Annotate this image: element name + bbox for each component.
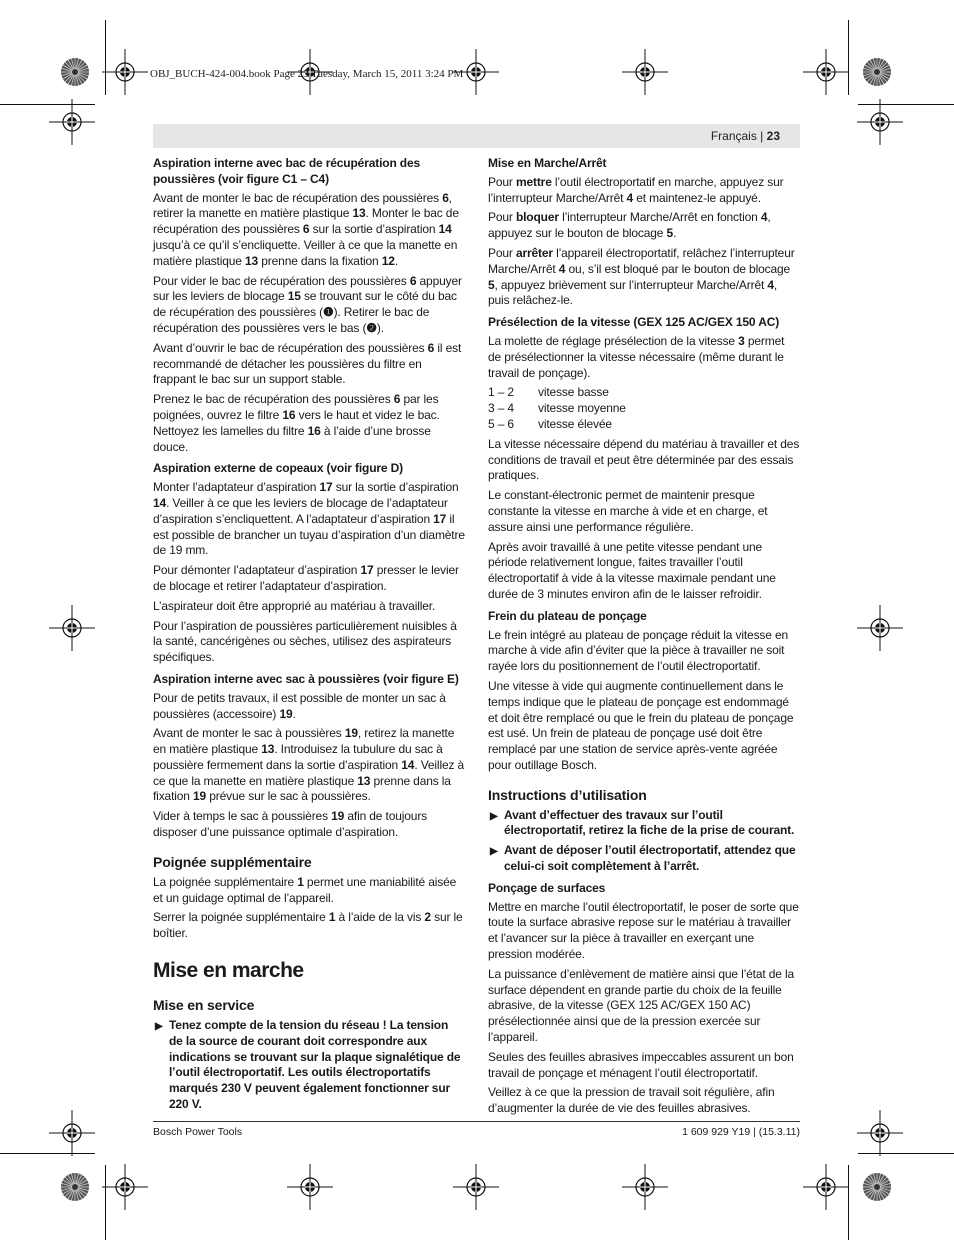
crop-line <box>858 104 954 105</box>
paragraph: Seules des feuilles abrasives impeccables assurent un bon travail de ponçage et ménagent l’outil électroportatif. <box>488 1049 794 1080</box>
text-run: , retirez la manette en matière plastique <box>153 726 455 757</box>
text-run: , puis relâchez-le. <box>488 277 778 308</box>
speed-label: vitesse élevée <box>538 416 612 431</box>
color-wheel-icon <box>60 57 90 87</box>
language-label: Français <box>710 129 757 143</box>
text-run: Monter l’adaptateur d’aspiration <box>153 480 320 495</box>
text-run: . Veillez à ce que la manette en matière plastique <box>153 757 465 788</box>
registration-mark-icon <box>453 1164 499 1210</box>
registration-mark-icon <box>803 49 849 95</box>
text-run: Avant de monter le sac à poussières <box>153 726 345 741</box>
registration-mark-icon <box>803 1164 849 1210</box>
text-run: Avant de monter le bac de récupération des poussières <box>153 190 443 205</box>
text-run: il est possible de brancher un tuyau d’aspiration d’un diamètre de 19 mm. <box>153 511 465 558</box>
speed-range: 1 – 2 <box>488 385 514 400</box>
text-run: l’outil électroportatif en marche, appuyez sur l’interrupteur Marche/Arrêt <box>488 174 784 205</box>
reference-number: 15 <box>287 289 301 304</box>
reference-number: 3 <box>738 333 745 348</box>
subsection-heading: Poignée supplémentaire <box>153 853 312 870</box>
footer-rule <box>153 1121 800 1122</box>
paragraph <box>488 246 800 309</box>
registration-mark-icon <box>102 1164 148 1210</box>
text-run: , appuyez brièvement sur l’interrupteur Marche/Arrêt <box>494 277 768 292</box>
text-run: . Veiller à ce que les leviers de blocage de l’adaptateur d’aspiration s’encliquettent. A l’adaptateur d’aspiration <box>153 495 448 526</box>
text-run: presser le levier de blocage et retirer l’adaptateur d’aspiration. <box>153 563 459 593</box>
reference-number: 16 <box>307 423 321 438</box>
registration-mark-icon <box>49 605 95 651</box>
text-run: sur le boîtier. <box>153 910 463 941</box>
paragraph <box>153 274 465 337</box>
paragraph: L’aspirateur doit être approprié au matériau à travailler. <box>153 598 436 613</box>
text-run: prévue sur le sac à poussières. <box>206 789 371 804</box>
speed-row <box>488 417 800 433</box>
text-run: permet de présélectionner la vitesse nécessaire (même durant le travail de ponçage). <box>488 333 785 380</box>
reference-number: 6 <box>427 340 435 355</box>
paragraph: Le constant-électronic permet de maintenir presque constante la vitesse en marche à vide et en charge, et assure ainsi une performance régulière. <box>488 488 768 534</box>
reference-number: 19 <box>331 809 345 824</box>
reference-number: 12 <box>381 253 395 268</box>
warning-text: Avant de déposer l’outil électroportatif, attendez que celui-ci soit complètement à l’arrêt. <box>504 843 796 874</box>
footer-doc-number: 1 609 929 Y19 | (15.3.11) <box>682 1126 800 1138</box>
registration-mark-icon <box>857 1110 903 1156</box>
text-run: Pour <box>488 245 516 260</box>
safety-warning <box>153 1018 465 1113</box>
reference-number: ❶ <box>322 305 334 320</box>
reference-number: 13 <box>261 742 275 757</box>
text-run: Avant d’ouvrir le bac de récupération des poussières <box>153 340 428 355</box>
reference-number: 17 <box>319 480 333 495</box>
text-run: sur la sortie d’aspiration <box>309 222 439 237</box>
text-run: Serrer la poignée supplémentaire <box>153 910 329 925</box>
registration-mark-icon <box>49 1110 95 1156</box>
reference-number: 4 <box>760 210 768 225</box>
reference-number: 1 <box>328 910 336 925</box>
section-heading: Présélection de la vitesse (GEX 125 AC/GEX 150 AC) <box>488 315 780 330</box>
subsection-heading: Mise en service <box>153 997 255 1014</box>
text-run: ). Retirer le bac de récupération des poussières vers le bas ( <box>153 305 430 335</box>
page-header-bar <box>153 124 800 148</box>
paragraph <box>153 809 465 841</box>
paragraph <box>153 341 465 388</box>
paragraph <box>153 691 465 723</box>
text-run: permet une maniabilité aisée et un guidage optimal de l’appareil. <box>153 874 457 905</box>
speed-range: 3 – 4 <box>488 401 514 416</box>
color-wheel-icon <box>862 1172 892 1202</box>
reference-number: 6 <box>302 222 310 237</box>
text-run: l’interrupteur Marche/Arrêt en fonction <box>558 210 761 225</box>
text-run: ). <box>376 320 384 335</box>
speed-row <box>488 385 800 401</box>
registration-mark-icon <box>287 1164 333 1210</box>
text-run: à l’aide d’une brosse douce. <box>153 423 431 454</box>
paragraph <box>488 175 800 207</box>
text-run: appuyer sur les leviers de blocage <box>153 273 462 304</box>
reference-number: ❷ <box>366 320 377 335</box>
section-heading: Aspiration externe de copeaux (voir figure D) <box>153 461 403 476</box>
text-run: jusqu’à ce qu’il s’encliquette. Veiller à ce que la manette en matière plastique <box>153 237 458 268</box>
registration-mark-icon <box>622 1164 668 1210</box>
reference-number: 16 <box>282 407 296 422</box>
paragraph: Pour l’aspiration de poussières particulièrement nuisibles à la santé, cancérigènes ou sèches, utilisez des aspirateurs spécifiques. <box>153 618 457 665</box>
text-run: et maintenez-le appuyé. <box>633 190 761 205</box>
paragraph: Après avoir travaillé à une petite vitesse pendant une période relativement longue, faites travailler l’outil électroportatif à vide à la vitesse maximale pendant une durée de 3 minutes environ afin de le laisser refroidir. <box>488 539 776 601</box>
reference-number: 17 <box>360 563 374 578</box>
reference-number: 1 <box>297 874 304 889</box>
text-run: afin de toujours disposer d’une puissance optimale d’aspiration. <box>153 809 428 840</box>
text-run: Vider à temps le sac à poussières <box>153 809 332 824</box>
text-run: , appuyez sur le bouton de blocage <box>488 210 771 241</box>
book-meta-line: OBJ_BUCH-424-004.book Page 23 Tuesday, March 15, 2011 3:24 PM <box>150 68 464 80</box>
warning-text: Tenez compte de la tension du réseau ! La tension de la source de courant doit correspondre aux indications se trouvant sur la plaque signalétique de l’outil électroportatif. Les outils électroportatifs marqués 230 V peuvent également fonctionner sur 220 V. <box>169 1018 461 1112</box>
text-run: . <box>292 706 296 721</box>
crop-line <box>105 1165 106 1240</box>
registration-mark-icon <box>622 49 668 95</box>
left-column <box>153 156 465 1117</box>
section-heading: Frein du plateau de ponçage <box>488 608 647 623</box>
warning-triangle-icon: ▶ <box>490 810 498 822</box>
text-run: il est recommandé de détacher les poussières du filtre en frappant le bac sur un support stable. <box>153 340 462 387</box>
paragraph <box>488 210 800 242</box>
text-run: . Monter le bac de récupération des poussières <box>153 206 459 237</box>
chapter-title: Mise en marche <box>153 959 304 983</box>
text-run: prenne dans la fixation <box>258 253 382 268</box>
section-heading: Aspiration interne avec sac à poussières (voir figure E) <box>153 671 459 686</box>
reference-number: 13 <box>245 253 259 268</box>
reference-number: 6 <box>409 273 417 288</box>
paragraph <box>153 480 465 559</box>
footer-publisher: Bosch Power Tools <box>153 1126 243 1138</box>
section-heading: Aspiration interne avec bac de récupération des poussières (voir figure C1 – C4) <box>153 156 421 186</box>
paragraph: Le frein intégré au plateau de ponçage réduit la vitesse en marche à vide afin d’éviter que la pièce à travailler ne soit rayée lors du positionnement de l’outil électroportatif. <box>488 627 789 674</box>
paragraph <box>153 910 465 942</box>
crop-line <box>858 1153 954 1154</box>
text-run: par les poignées, ouvrez le filtre <box>153 392 439 422</box>
crop-line <box>0 1153 95 1154</box>
speed-label: vitesse moyenne <box>538 401 626 416</box>
crop-line <box>848 20 849 95</box>
reference-number: mettre <box>515 174 552 189</box>
text-run: . <box>673 226 677 241</box>
warning-text: Avant d’effectuer des travaux sur l’outil électroportatif, retirez la fiche de la prise de courant. <box>504 807 795 838</box>
reference-number: 2 <box>424 910 431 925</box>
reference-number: 13 <box>357 773 371 788</box>
text-run: Pour <box>488 210 516 225</box>
text-run: , retirer la manette en matière plastique <box>153 190 452 221</box>
text-run: l’appareil électroportatif, relâchez l’interrupteur Marche/Arrêt <box>488 245 795 276</box>
paragraph: Mettre en marche l’outil électroportatif, le poser de sorte que toute la surface abrasive repose sur le matériau à travailler et l’avancer sur la pièce à travailler en exerçant une pression modérée. <box>488 899 799 962</box>
registration-mark-icon <box>49 99 95 145</box>
crop-line <box>105 20 106 95</box>
color-wheel-icon <box>60 1172 90 1202</box>
paragraph <box>153 392 465 455</box>
reference-number: 14 <box>153 495 167 510</box>
paragraph <box>153 563 465 595</box>
section-heading: Ponçage de surfaces <box>488 880 606 895</box>
crop-line <box>848 1165 849 1240</box>
reference-number: 19 <box>193 789 207 804</box>
paragraph: Une vitesse à vide qui augmente continuellement dans le temps indique que le plateau de ponçage est endommagé et doit être remplacé ou que le frein du plateau de ponçage est usé. Un frein de plateau de ponçage usé doit être remplacé par une station de service après-vente agréée pour outillage Bosch. <box>488 678 794 772</box>
reference-number: 4 <box>767 277 774 292</box>
section-heading: Mise en Marche/Arrêt <box>488 156 607 170</box>
speed-row <box>488 401 800 417</box>
text-run: se trouvant sur le côté du bac de récupération des poussières ( <box>153 289 457 320</box>
reference-number: 6 <box>393 392 401 407</box>
reference-number: bloquer <box>515 210 559 225</box>
registration-mark-icon <box>857 605 903 651</box>
reference-number: 4 <box>626 190 634 205</box>
text-run: La poignée supplémentaire <box>153 874 298 889</box>
text-run: Pour vider le bac de récupération des poussières <box>153 273 410 288</box>
text-run: ou, s’il est bloqué par le bouton de blocage <box>565 261 791 276</box>
subsection-heading: Instructions d’utilisation <box>488 786 647 803</box>
text-run: . Introduisez la tubulure du sac à poussière fermement dans la sortie d’aspiration <box>153 742 443 772</box>
reference-number: 14 <box>438 222 452 237</box>
text-run: sur la sortie d’aspiration <box>332 480 459 495</box>
page-number: 23 <box>766 129 780 143</box>
paragraph: La vitesse nécessaire dépend du matériau à travailler et des conditions de travail et peut être déterminée par des essais pratiques. <box>488 436 800 483</box>
text-run: prenne dans la fixation <box>153 773 451 804</box>
registration-mark-icon <box>102 49 148 95</box>
text-run: . <box>394 253 399 268</box>
text-run: Pour de petits travaux, il est possible de monter un sac à poussières (accessoire) <box>153 690 446 721</box>
text-run: Pour <box>488 174 516 189</box>
paragraph <box>153 726 465 805</box>
safety-warning <box>488 808 800 840</box>
paragraph: La puissance d’enlèvement de matière ainsi que l’état de la surface dépendent en grande partie du choix de la feuille abrasive, de la vitesse (GEX 125 AC/GEX 150 AC) présélectionnée ainsi que de la pression exercée sur l’appareil. <box>488 966 795 1045</box>
reference-number: 14 <box>401 757 415 772</box>
paragraph <box>153 875 465 907</box>
reference-number: 5 <box>488 277 495 292</box>
reference-number: 13 <box>352 206 366 221</box>
reference-number: 4 <box>558 261 566 276</box>
paragraph: Veillez à ce que la pression de travail soit régulière, afin d’augmenter la durée de vie des feuilles abrasives. <box>488 1085 775 1116</box>
warning-triangle-icon: ▶ <box>490 846 498 858</box>
speed-list <box>488 385 800 432</box>
reference-number: 5 <box>666 226 674 241</box>
warning-triangle-icon: ▶ <box>155 1021 163 1033</box>
text-run: Pour démonter l’adaptateur d’aspiration <box>153 563 361 578</box>
speed-range: 5 – 6 <box>488 416 514 431</box>
reference-number: 19 <box>279 706 293 721</box>
reference-number: 6 <box>442 190 449 205</box>
color-wheel-icon <box>862 57 892 87</box>
reference-number: 19 <box>344 726 358 741</box>
reference-number: 17 <box>433 511 447 526</box>
header-separator: | <box>756 129 767 143</box>
paragraph <box>488 334 800 381</box>
crop-line <box>0 104 95 105</box>
text-run: vers le haut et videz le bac. Nettoyez les lamelles du filtre <box>153 407 440 438</box>
text-run: Prenez le bac de récupération des poussières <box>153 392 394 407</box>
right-column <box>488 156 800 1121</box>
safety-warning <box>488 843 800 875</box>
text-run: La molette de réglage présélection de la vitesse <box>488 333 739 348</box>
reference-number: arrêter <box>515 245 553 260</box>
registration-mark-icon <box>857 99 903 145</box>
speed-label: vitesse basse <box>538 385 609 400</box>
text-run: à l’aide de la vis <box>335 910 425 925</box>
page-header-label <box>711 129 780 143</box>
paragraph <box>153 191 465 270</box>
